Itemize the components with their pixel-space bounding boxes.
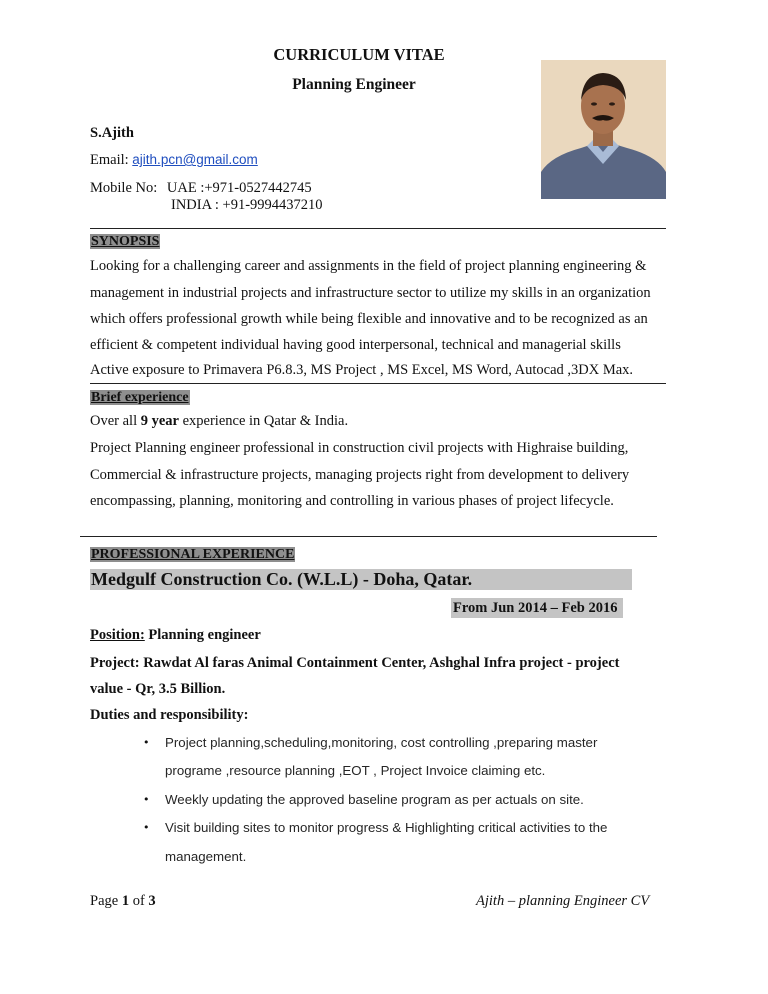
brief-experience-line: Commercial & infrastructure projects, managing projects right from development to delivery	[90, 467, 630, 483]
brief-experience-divider	[80, 536, 657, 537]
page-current: 1	[121, 893, 130, 909]
profile-photo	[541, 60, 666, 199]
professional-experience-heading: PROFESSIONAL EXPERIENCE	[91, 547, 295, 562]
bullet-icon: •	[143, 736, 150, 749]
mobile-uae: UAE :+971-0527442745	[166, 180, 312, 196]
duty-item-continued: programe ,resource planning ,EOT , Project Invoice claiming etc.	[165, 763, 546, 778]
position-row	[90, 627, 261, 644]
person-portrait-icon	[541, 60, 666, 199]
synopsis-line: Active exposure to Primavera P6.8.3, MS Project , MS Excel, MS Word, Autocad ,3DX Max.	[90, 362, 634, 378]
mobile-india: INDIA : +91-9994437210	[171, 197, 323, 213]
email-label: Email:	[90, 152, 133, 168]
position-value: Planning engineer	[144, 627, 261, 643]
overall-prefix: Over all	[90, 413, 141, 429]
professional-experience-heading-wrap	[90, 545, 295, 563]
page-number	[90, 893, 156, 910]
mobile-label: Mobile No:	[90, 180, 158, 196]
synopsis-divider	[90, 383, 666, 384]
position-label: Position:	[90, 627, 145, 643]
overall-experience-line	[90, 413, 348, 430]
candidate-name: S.Ajith	[90, 125, 134, 141]
brief-experience-line: Project Planning engineer professional in construction civil projects with Highraise building,	[90, 440, 629, 456]
document-subtitle: Planning Engineer	[292, 76, 416, 93]
header-divider	[90, 228, 666, 229]
overall-suffix: experience in Qatar & India.	[178, 413, 349, 429]
brief-experience-heading-wrap	[90, 388, 190, 406]
company-name: Medgulf Construction Co. (W.L.L) - Doha, Qatar.	[91, 569, 473, 589]
project-line: Project: Rawdat Al faras Animal Containment Center, Ashghal Infra project - project	[90, 655, 620, 671]
bullet-icon: •	[143, 793, 150, 806]
duty-item: Visit building sites to monitor progress & Highlighting critical activities to the	[165, 820, 608, 835]
mobile-row-uae	[90, 180, 312, 197]
duty-item-continued: management.	[165, 849, 247, 864]
duties-heading: Duties and responsibility:	[90, 707, 249, 723]
synopsis-heading-wrap	[90, 232, 160, 250]
synopsis-line: which offers professional growth while being flexible and innovative and to be recognized as an	[90, 311, 648, 327]
document-title: CURRICULUM VITAE	[273, 45, 445, 64]
synopsis-line: Looking for a challenging career and assignments in the field of project planning engineering &	[90, 258, 647, 274]
project-line: value - Qr, 3.5 Billion.	[90, 681, 226, 697]
page-of: of	[129, 893, 149, 909]
brief-experience-heading: Brief experience	[91, 390, 189, 405]
footer-document-label: Ajith – planning Engineer CV	[476, 893, 650, 909]
synopsis-line: management in industrial projects and infrastructure sector to utilize my skills in an organization	[90, 285, 651, 301]
email-link[interactable]: ajith.pcn@gmail.com	[132, 152, 258, 167]
page-total: 3	[148, 893, 156, 909]
duty-item: Project planning,scheduling,monitoring, cost controlling ,preparing master	[165, 735, 598, 750]
employment-period: From Jun 2014 – Feb 2016	[453, 600, 618, 616]
brief-experience-line: encompassing, planning, monitoring and controlling in various phases of project lifecycle.	[90, 493, 614, 509]
synopsis-line: efficient & competent individual having good interpersonal, technical and managerial skills	[90, 337, 621, 353]
bullet-icon: •	[143, 821, 150, 834]
overall-years: 9 year	[140, 413, 179, 429]
page-prefix: Page	[90, 893, 122, 909]
synopsis-heading: SYNOPSIS	[91, 234, 160, 249]
duty-item: Weekly updating the approved baseline program as per actuals on site.	[165, 792, 584, 807]
email-row	[90, 152, 258, 169]
